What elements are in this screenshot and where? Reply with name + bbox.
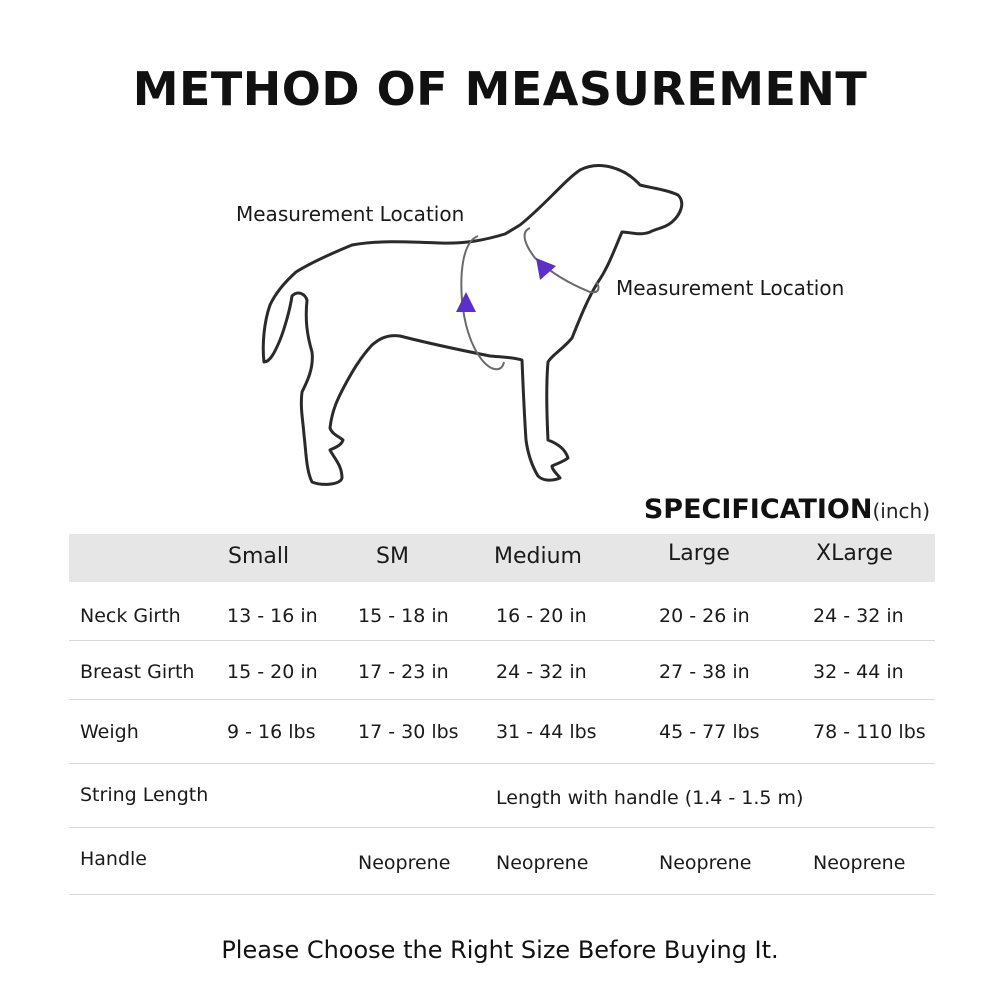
table-row-string-length xyxy=(69,764,935,828)
specification-title: SPECIFICATION xyxy=(643,494,873,525)
table-cell: 78 - 110 lbs xyxy=(813,721,926,743)
table-cell: 17 - 23 in xyxy=(358,661,449,683)
table-cell: 32 - 44 in xyxy=(813,661,904,683)
page-title: METHOD OF MEASUREMENT xyxy=(132,62,868,116)
table-cell: 13 - 16 in xyxy=(227,605,318,627)
table-cell: Neoprene xyxy=(358,852,451,874)
row-label: Breast Girth xyxy=(80,661,195,683)
row-label: String Length xyxy=(80,784,209,806)
table-cell: 24 - 32 in xyxy=(813,605,904,627)
table-cell: 15 - 20 in xyxy=(227,661,318,683)
breast-arrow-icon xyxy=(456,292,476,312)
table-cell: 27 - 38 in xyxy=(659,661,750,683)
table-cell: 9 - 16 lbs xyxy=(227,721,316,743)
table-cell: Neoprene xyxy=(813,852,906,874)
column-header-xlarge: XLarge xyxy=(816,541,893,566)
column-header-sm: SM xyxy=(376,544,409,569)
table-cell: 20 - 26 in xyxy=(659,605,750,627)
footer-note: Please Choose the Right Size Before Buying It. xyxy=(221,936,779,964)
specification-heading xyxy=(644,494,930,525)
neck-girth-loop xyxy=(525,228,599,292)
neck-arrow-icon xyxy=(536,258,556,280)
table-cell-span: Length with handle (1.4 - 1.5 m) xyxy=(496,787,804,809)
row-label: Neck Girth xyxy=(80,605,181,627)
table-cell: 24 - 32 in xyxy=(496,661,587,683)
table-cell: 15 - 18 in xyxy=(358,605,449,627)
table-cell: 45 - 77 lbs xyxy=(659,721,760,743)
table-cell: Neoprene xyxy=(496,852,589,874)
column-header-large: Large xyxy=(668,541,730,566)
table-cell: Neoprene xyxy=(659,852,752,874)
table-row-handle xyxy=(69,828,935,895)
table-row-breast-girth xyxy=(69,641,935,700)
row-label: Weigh xyxy=(80,721,139,743)
table-header xyxy=(69,534,935,582)
table-cell: 17 - 30 lbs xyxy=(358,721,459,743)
measurement-location-label-right: Measurement Location xyxy=(616,276,845,300)
table-row-neck-girth xyxy=(69,582,935,641)
specification-unit: (inch) xyxy=(872,499,930,523)
measurement-location-label-left: Measurement Location xyxy=(236,202,465,226)
column-header-small: Small xyxy=(228,544,290,569)
table-cell: 16 - 20 in xyxy=(496,605,587,627)
table-row-weigh xyxy=(69,700,935,764)
table-cell: 31 - 44 lbs xyxy=(496,721,597,743)
column-header-medium: Medium xyxy=(494,544,582,569)
row-label: Handle xyxy=(80,848,148,870)
size-table xyxy=(69,534,935,895)
